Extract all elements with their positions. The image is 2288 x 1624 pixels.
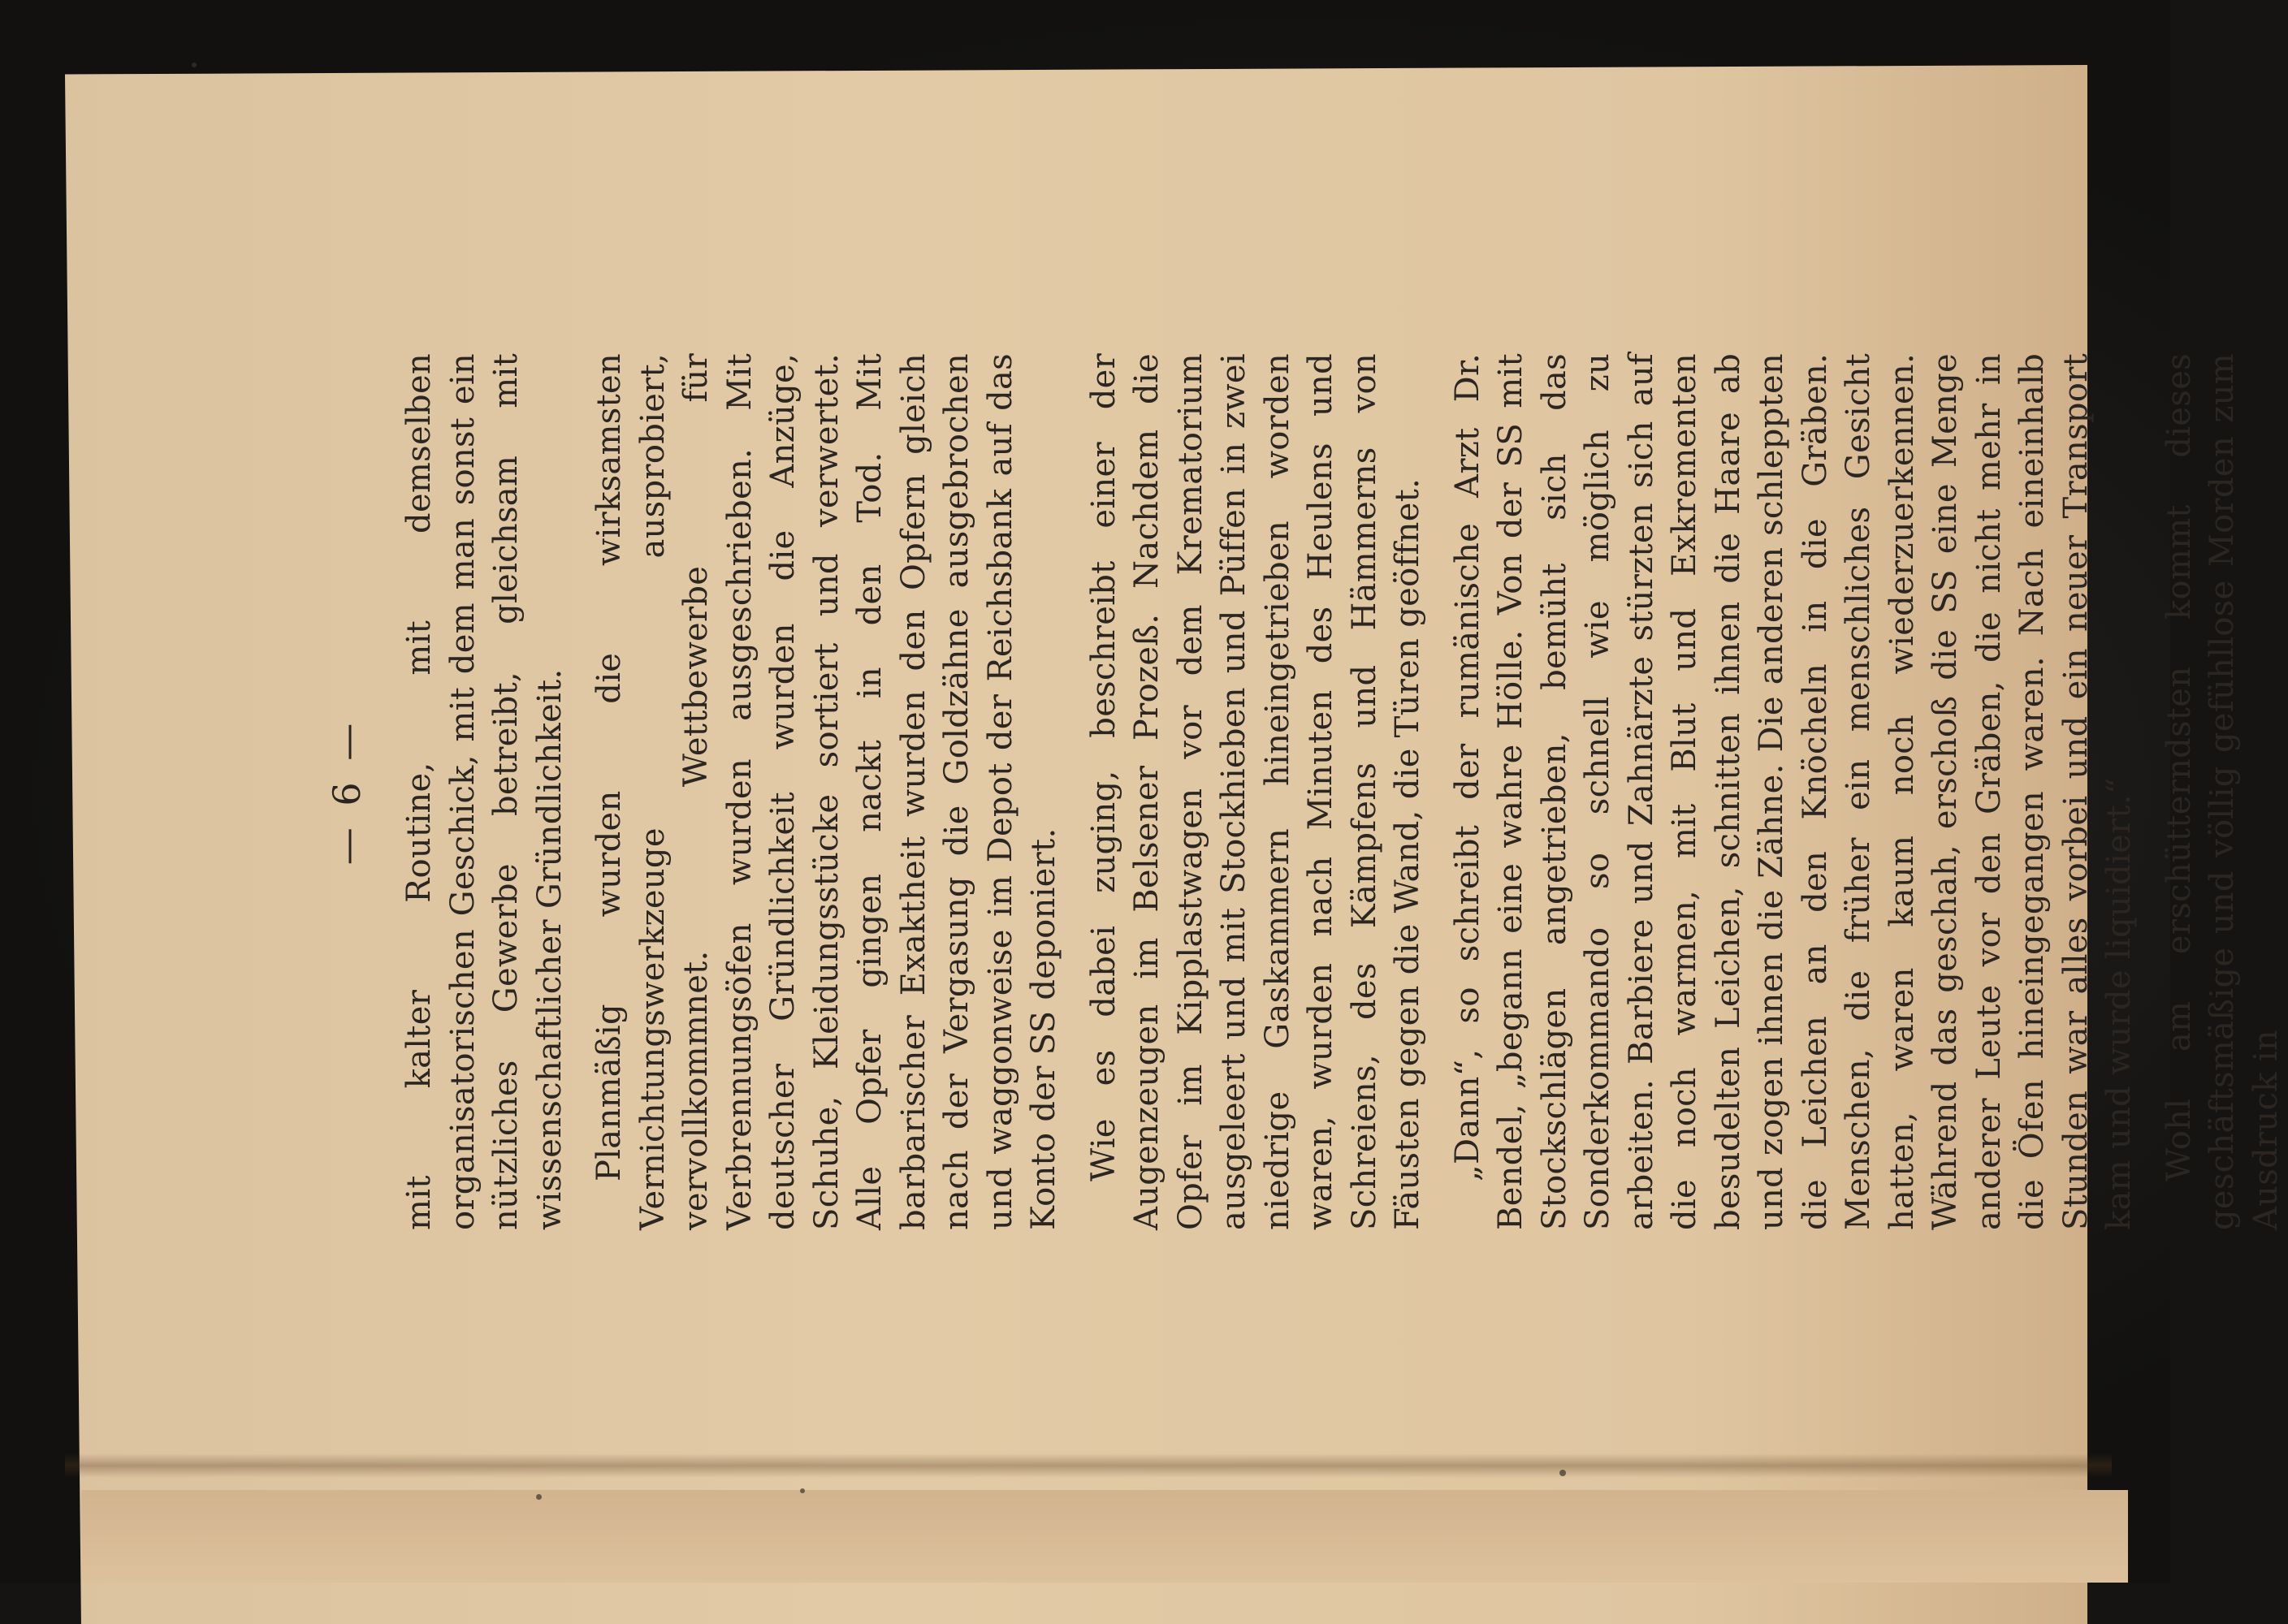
rotated-text-frame xyxy=(268,183,1892,1401)
paragraph-1: mit kalter Routine, mit demselben organisatorischen Geschick, mit dem man sonst ein nützliches Gewerbe betreibt, gleichsam mit wissenschaftlicher Gründlichkeit. xyxy=(398,353,572,1230)
paper-speck xyxy=(1559,1470,1566,1476)
paper-speck xyxy=(536,1494,542,1500)
book-gutter xyxy=(65,1453,2112,1478)
body-text xyxy=(398,353,2288,1230)
page-number: — 6 — xyxy=(325,183,369,1401)
paragraph-3: Wie es dabei zuging, beschreibt einer der Augenzeugen im Belsener Prozeß. Nachdem die Opfer im Kipplastwagen vor dem Krematorium ausgeleert und mit Stockhieben und Püffen in zwei niedrige Gaskammern hineingetrieben worden waren, wurden nach Minuten des Heulens und Schreiens, des Kämpfens und Hämmerns von Fäusten gegen die Wand, die Türen geöffnet. xyxy=(1083,353,1430,1230)
paragraph-2: Planmäßig wurden die wirksamsten Vernichtungswerkzeuge ausprobiert, vervollkommnet. Wettbewerbe für Verbrennungsöfen wurden ausgeschrieben. Mit deutscher Gründlichkeit wurden die Anzüge, Schuhe, Kleidungsstücke sortiert und verwertet. Alle Opfer gingen nackt in den Tod. Mit barbarischer Exaktheit wurden den Opfern gleich nach der Vergasung die Goldzähne ausgebrochen und waggonweise im Depot der Reichsbank auf das Konto der SS deponiert. xyxy=(588,353,1066,1230)
adjacent-page-edge xyxy=(81,1490,2128,1583)
paper-speck xyxy=(192,63,197,67)
paragraph-4: „Dann“, so schreibt der rumänische Arzt Dr. Bendel, „begann eine wahre Hölle. Von der SS mit Stockschlägen angetrieben, bemüht sich das Sonderkommando so schnell wie möglich zu arbeiten. Barbiere und Zahnärzte stürzten sich auf die noch warmen, mit Blut und Exkrementen besudelten Leichen, schnitten ihnen die Haare ab und zogen ihnen die Zähne. Die anderen schleppten die Leichen an den Knöcheln in die Gräben. Menschen, die früher ein menschliches Gesicht hatten, waren kaum noch wiederzuerkennen. Während das geschah, erschoß die SS eine Menge anderer Leute vor den Gräben, die nicht mehr in die Öfen hineingegangen waren. Nach eineinhalb Stunden war alles vorbei und ein neuer Transport kam und wurde liquidiert.“ xyxy=(1447,353,2142,1230)
paper-speck xyxy=(800,1488,805,1493)
paragraph-5: Wohl am erschütterndsten kommt dieses geschäftsmäßige und völlig gefühllose Morden zum Ausdruck in xyxy=(2158,353,2288,1230)
